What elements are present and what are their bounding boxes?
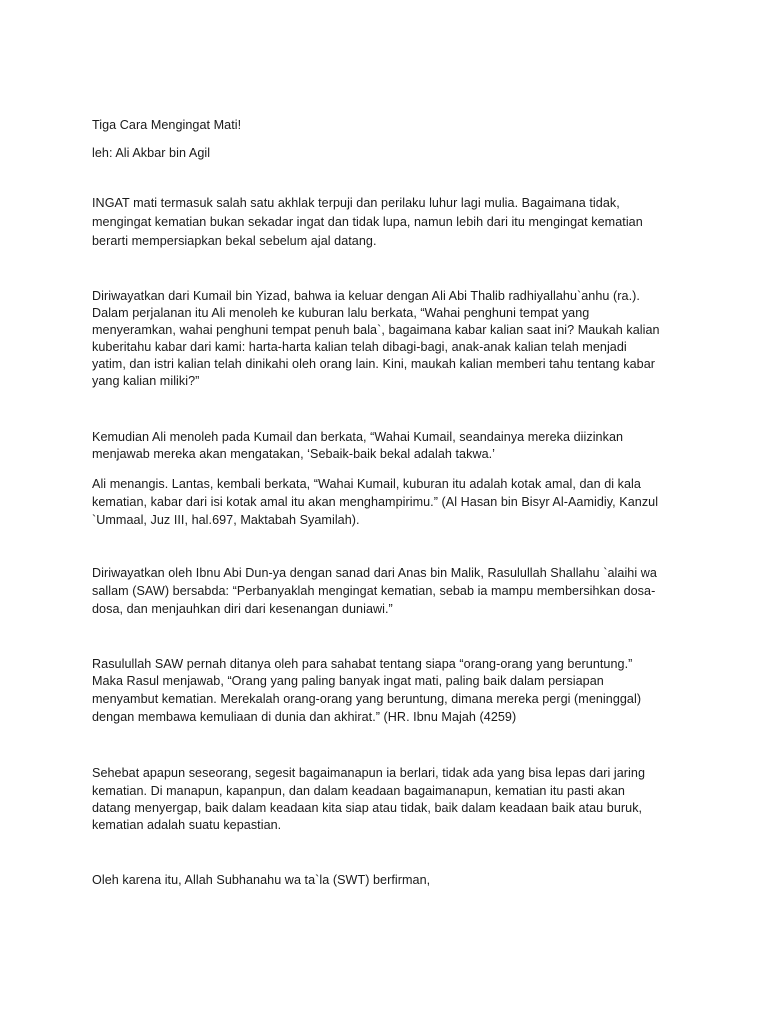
- paragraph-6-line: dengan membawa kemuliaan di dunia dan akhirat.” (HR. Ibnu Majah (4259): [92, 710, 517, 724]
- paragraph-7-line: datang menyergap, baik dalam keadaan kita siap atau tidak, baik dalam keadaan baik atau buruk,: [92, 801, 643, 815]
- paragraph-2-line: kuberitahu kabar dari kami: harta-harta kalian telah dibagi-bagi, anak-anak kalian telah menjadi: [92, 340, 627, 354]
- paragraph-5-line: dosa, dan menjauhkan diri dari kesenangan duniawi.”: [92, 602, 393, 616]
- paragraph-1-line: berarti mempersiapkan bekal sebelum ajal datang.: [92, 234, 377, 248]
- paragraph-1-line: mengingat kematian bukan sekadar ingat dan tidak lupa, namun lebih dari itu mengingat kematian: [92, 215, 643, 229]
- paragraph-5-line: Diriwayatkan oleh Ibnu Abi Dun-ya dengan sanad dari Anas bin Malik, Rasulullah Shallahu `alaihi wa: [92, 566, 657, 580]
- paragraph-4-line: kematian, kabar dari isi kotak amal itu akan menghampirimu.” (Al Hasan bin Bisyr Al-Aamidiy, Kanzul: [92, 495, 659, 509]
- paragraph-6-line: Rasulullah SAW pernah ditanya oleh para sahabat tentang siapa “orang-orang yang beruntung.”: [92, 657, 633, 671]
- paragraph-6-line: menyambut kematian. Merekalah orang-orang yang beruntung, dimana mereka pergi (meninggal): [92, 692, 642, 706]
- paragraph-3-line: menjawab mereka akan mengatakan, ‘Sebaik-baik bekal adalah takwa.’: [92, 447, 496, 461]
- paragraph-1-line: INGAT mati termasuk salah satu akhlak terpuji dan perilaku luhur lagi mulia. Bagaimana tidak,: [92, 196, 620, 210]
- paragraph-2-line: yang kalian miliki?”: [92, 374, 200, 388]
- paragraph-8-line: Oleh karena itu, Allah Subhanahu wa ta`la (SWT) berfirman,: [92, 873, 431, 887]
- paragraph-2-line: yatim, dan istri kalian telah dinikahi oleh orang lain. Kini, maukah kalian memberi tahu tentang kabar: [92, 357, 656, 371]
- paragraph-4-line: `Ummaal, Juz III, hal.697, Maktabah Syamilah).: [92, 513, 360, 527]
- paragraph-2-line: Diriwayatkan dari Kumail bin Yizad, bahwa ia keluar dengan Ali Abi Thalib radhiyallahu`anhu (ra.).: [92, 289, 640, 303]
- paragraph-7-line: kematian. Di manapun, kapanpun, dan dalam keadaan bagaimanapun, kematian itu pasti akan: [92, 784, 625, 798]
- paragraph-2-line: menyeramkan, wahai penghuni tempat penuh bala`, bagaimana kabar kalian saat ini? Maukah kalian: [92, 323, 660, 337]
- paragraph-4-line: Ali menangis. Lantas, kembali berkata, “Wahai Kumail, kuburan itu adalah kotak amal, dan di kala: [92, 477, 641, 491]
- paragraph-6-line: Maka Rasul menjawab, “Orang yang paling banyak ingat mati, paling baik dalam persiapan: [92, 674, 604, 688]
- document-title: Tiga Cara Mengingat Mati!: [92, 118, 242, 132]
- paragraph-3-line: Kemudian Ali menoleh pada Kumail dan berkata, “Wahai Kumail, seandainya mereka diizinkan: [92, 430, 624, 444]
- paragraph-7-line: kematian adalah suatu kepastian.: [92, 818, 282, 832]
- paragraph-5-line: sallam (SAW) bersabda: “Perbanyaklah mengingat kematian, sebab ia mampu membersihkan dosa-: [92, 584, 656, 598]
- paragraph-7-line: Sehebat apapun seseorang, segesit bagaimanapun ia berlari, tidak ada yang bisa lepas dari jaring: [92, 766, 646, 780]
- paragraph-2-line: Dalam perjalanan itu Ali menoleh ke kuburan lalu berkata, “Wahai penghuni tempat yang: [92, 306, 590, 320]
- document-author: leh: Ali Akbar bin Agil: [92, 146, 211, 160]
